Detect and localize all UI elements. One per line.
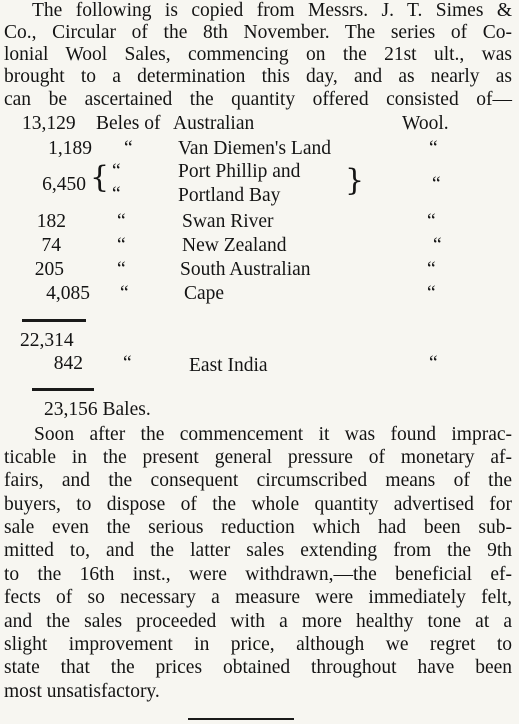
row-ditto: “	[117, 259, 126, 280]
row-qty: 4,085	[46, 283, 90, 304]
row-ditto2: “	[432, 174, 441, 195]
row-ditto2: “	[427, 259, 436, 280]
row-origin: New Zealand	[182, 235, 287, 256]
row-qty: 74	[41, 235, 61, 256]
row-ditto2: “	[433, 235, 442, 256]
row-ditto: “	[117, 211, 126, 232]
intro-line-5: can be ascertained the quantity offered consisted of—	[4, 89, 512, 110]
row-origin: Cape	[184, 283, 225, 304]
row-qty: 205	[34, 259, 64, 280]
intro-line-3: lonial Wool Sales, commencing on the 21st ult., was	[4, 44, 512, 65]
row-ditto: “	[124, 138, 133, 159]
intro-line-4: brought to a determination this day, and as nearly as	[4, 66, 512, 87]
body-line-1: Soon after the commencement it was found imprac-	[34, 424, 512, 445]
left-brace: {	[90, 160, 110, 195]
header-origin: Australian	[173, 113, 255, 134]
body-line-3: fairs, and the consequent circumscribed means of the	[4, 470, 512, 491]
row-qty: 182	[36, 211, 66, 232]
row-origin: South Australian	[180, 259, 311, 280]
row-ditto: “	[117, 235, 126, 256]
row-origin: Port Phillip and	[178, 161, 301, 182]
body-line-8: fects of so necessary a measure were immediately felt,	[4, 587, 512, 608]
row-ditto2: “	[427, 211, 436, 232]
row-origin: East India	[189, 355, 268, 376]
row-ditto2: “	[429, 353, 438, 374]
row-ditto: “	[112, 161, 121, 182]
intro-line-1: The following is copied from Messrs. J. T. Simes &	[32, 0, 512, 21]
header-type: Wool.	[402, 113, 449, 134]
row-origin: Swan River	[182, 211, 274, 232]
total-rule	[32, 388, 94, 391]
row-ditto2: “	[429, 138, 438, 159]
row-ditto: “	[120, 283, 129, 304]
subtotal-rule	[22, 319, 86, 322]
row-qty: 6,450	[42, 174, 86, 195]
section-divider	[188, 718, 294, 720]
body-line-7: to the 16th inst., were withdrawn,—the beneficial ef-	[4, 564, 512, 585]
body-line-2: ticable in the present general pressure of monetary af-	[4, 447, 512, 468]
row-qty: 842	[53, 353, 83, 374]
row-ditto: “	[112, 184, 121, 205]
body-line-4: buyers, to dispose of the whole quantity advertised for	[4, 494, 512, 515]
body-line-9: and the sales proceeded with a more healthy tone at a	[4, 611, 512, 632]
header-qty: 13,129	[22, 113, 76, 134]
row-qty: 1,189	[48, 138, 92, 159]
subtotal-value: 22,314	[20, 330, 74, 351]
body-line-12: most unsatisfactory.	[4, 681, 160, 702]
body-line-11: state that the prices obtained throughout have been	[4, 657, 512, 678]
row-origin-b: Portland Bay	[178, 185, 281, 206]
row-origin: Van Diemen's Land	[178, 138, 331, 159]
row-ditto2: “	[427, 283, 436, 304]
total-value: 23,156 Bales.	[44, 399, 151, 420]
row-ditto: “	[123, 353, 132, 374]
body-line-6: mitted to, and the latter sales extending from the 9th	[4, 540, 512, 561]
header-unit: Beles of	[96, 113, 161, 134]
body-line-5: sale even the serious reduction which had been sub-	[4, 517, 512, 538]
intro-line-2: Co., Circular of the 8th November. The series of Co-	[4, 22, 512, 43]
right-brace: }	[345, 163, 365, 198]
body-line-10: slight improvement in price, although we regret to	[4, 634, 512, 655]
